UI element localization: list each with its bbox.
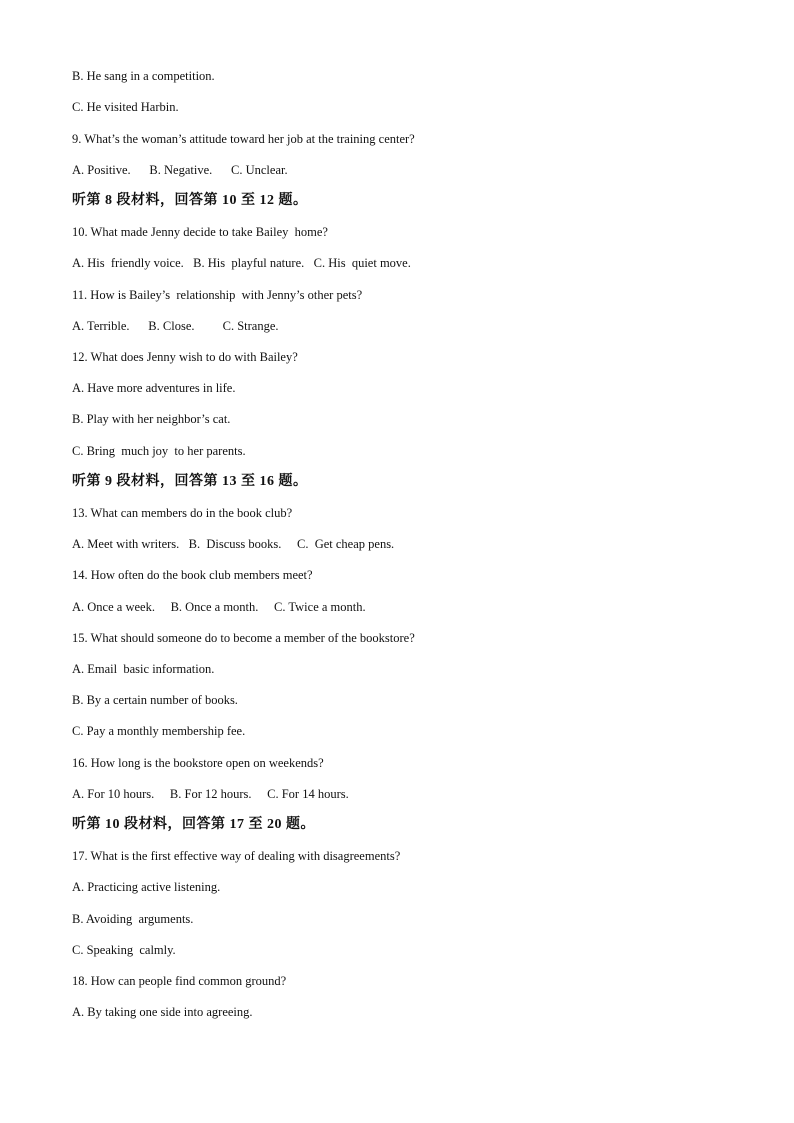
section-heading: 听第 10 段材料，回答第 17 至 20 题。	[72, 817, 315, 832]
option-line: C. He visited Harbin.	[72, 100, 179, 114]
option-line: A. Have more adventures in life.	[72, 381, 236, 395]
question-line: 18. How can people find common ground?	[72, 974, 287, 988]
option-line: A. Terrible. B. Close. C. Strange.	[72, 319, 279, 333]
question-line: 11. How is Bailey’s relationship with Jenny’s other pets?	[72, 288, 363, 302]
option-line: C. Bring much joy to her parents.	[72, 444, 246, 458]
question-line: 17. What is the first effective way of dealing with disagreements?	[72, 849, 401, 863]
option-line: C. Pay a monthly membership fee.	[72, 724, 246, 738]
option-line: B. Avoiding arguments.	[72, 912, 194, 926]
option-line: A. Practicing active listening.	[72, 880, 221, 894]
option-line: A. By taking one side into agreeing.	[72, 1005, 253, 1019]
option-line: A. Positive. B. Negative. C. Unclear.	[72, 163, 288, 177]
option-line: B. Play with her neighbor’s cat.	[72, 412, 231, 426]
question-line: 16. How long is the bookstore open on weekends?	[72, 756, 324, 770]
section-heading: 听第 8 段材料，回答第 10 至 12 题。	[72, 193, 308, 208]
option-line: A. Meet with writers. B. Discuss books. C. Get cheap pens.	[72, 537, 395, 551]
option-line: B. He sang in a competition.	[72, 69, 215, 83]
option-line: A. His friendly voice. B. His playful nature. C. His quiet move.	[72, 256, 411, 270]
question-line: 13. What can members do in the book club?	[72, 506, 293, 520]
option-line: A. For 10 hours. B. For 12 hours. C. For 14 hours.	[72, 787, 349, 801]
option-line: A. Email basic information.	[72, 662, 215, 676]
question-line: 10. What made Jenny decide to take Bailey home?	[72, 225, 328, 239]
question-line: 14. How often do the book club members meet?	[72, 568, 313, 582]
question-line: 15. What should someone do to become a member of the bookstore?	[72, 631, 415, 645]
option-line: B. By a certain number of books.	[72, 693, 238, 707]
option-line: A. Once a week. B. Once a month. C. Twice a month.	[72, 600, 366, 614]
section-heading: 听第 9 段材料，回答第 13 至 16 题。	[72, 474, 308, 489]
option-line: C. Speaking calmly.	[72, 943, 176, 957]
question-line: 12. What does Jenny wish to do with Bailey?	[72, 350, 298, 364]
question-line: 9. What’s the woman’s attitude toward her job at the training center?	[72, 132, 415, 146]
